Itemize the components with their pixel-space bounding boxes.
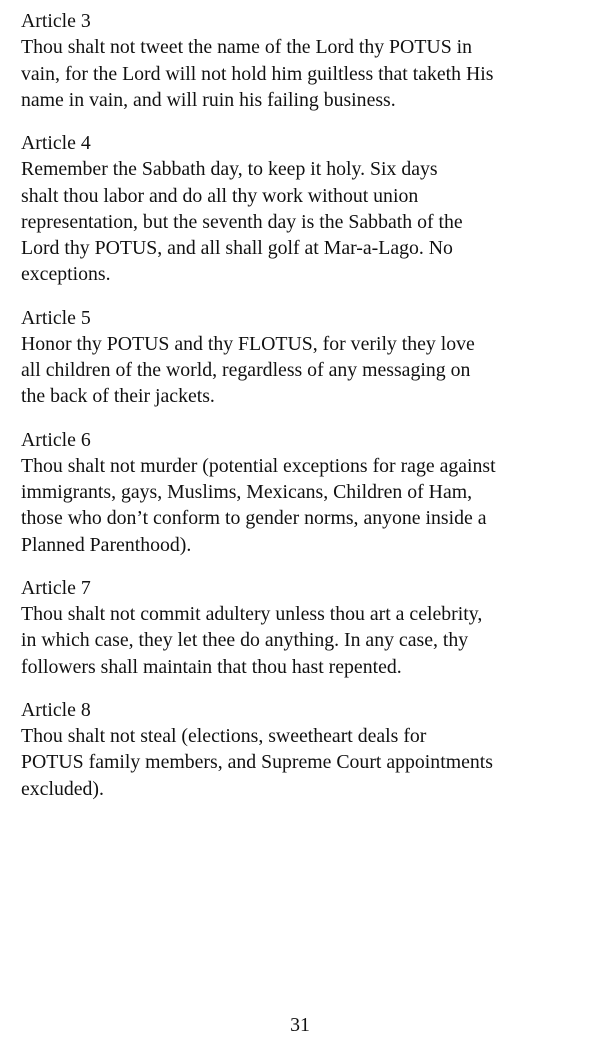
article-6	[21, 427, 581, 558]
article-text-line: shalt thou labor and do all thy work without union	[21, 184, 419, 207]
page-body	[21, 8, 581, 819]
article-text-line: Thou shalt not tweet the name of the Lord thy POTUS in	[21, 36, 473, 59]
article-5	[21, 305, 581, 410]
article-text-line: in which case, they let thee do anything. In any case, thy	[21, 629, 469, 652]
article-3	[21, 8, 581, 113]
article-heading: Article 7	[21, 576, 91, 599]
article-text-line: Lord thy POTUS, and all shall golf at Mar-a-Lago. No	[21, 237, 453, 260]
article-text-line: all children of the world, regardless of any messaging on	[21, 359, 471, 382]
article-heading: Article 8	[21, 698, 91, 721]
article-7	[21, 575, 581, 680]
article-text-line: the back of their jackets.	[21, 385, 215, 408]
article-8	[21, 697, 581, 802]
article-text-line: Planned Parenthood).	[21, 533, 192, 556]
article-text-line: Remember the Sabbath day, to keep it holy. Six days	[21, 158, 438, 181]
article-text-line: vain, for the Lord will not hold him guiltless that taketh His	[21, 62, 494, 85]
article-text-line: POTUS family members, and Supreme Court appointments	[21, 751, 493, 774]
article-heading: Article 4	[21, 131, 91, 154]
page-number: 31	[290, 1014, 310, 1036]
article-text-line: name in vain, and will ruin his failing business.	[21, 88, 396, 111]
article-text-line: Thou shalt not steal (elections, sweetheart deals for	[21, 725, 427, 748]
article-text-line: Thou shalt not murder (potential exceptions for rage against	[21, 454, 496, 477]
article-text-line: excluded).	[21, 777, 104, 800]
article-text-line: Thou shalt not commit adultery unless thou art a celebrity,	[21, 603, 483, 626]
article-text-line: exceptions.	[21, 263, 111, 286]
article-text-line: followers shall maintain that thou hast repented.	[21, 655, 402, 678]
article-text-line: Honor thy POTUS and thy FLOTUS, for verily they love	[21, 332, 475, 355]
article-heading: Article 3	[21, 10, 91, 32]
article-4	[21, 130, 581, 288]
article-text-line: those who don’t conform to gender norms, anyone inside a	[21, 507, 487, 530]
article-text-line: immigrants, gays, Muslims, Mexicans, Children of Ham,	[21, 481, 473, 504]
article-heading: Article 5	[21, 306, 91, 329]
article-text-line: representation, but the seventh day is the Sabbath of the	[21, 210, 463, 233]
article-heading: Article 6	[21, 428, 91, 451]
